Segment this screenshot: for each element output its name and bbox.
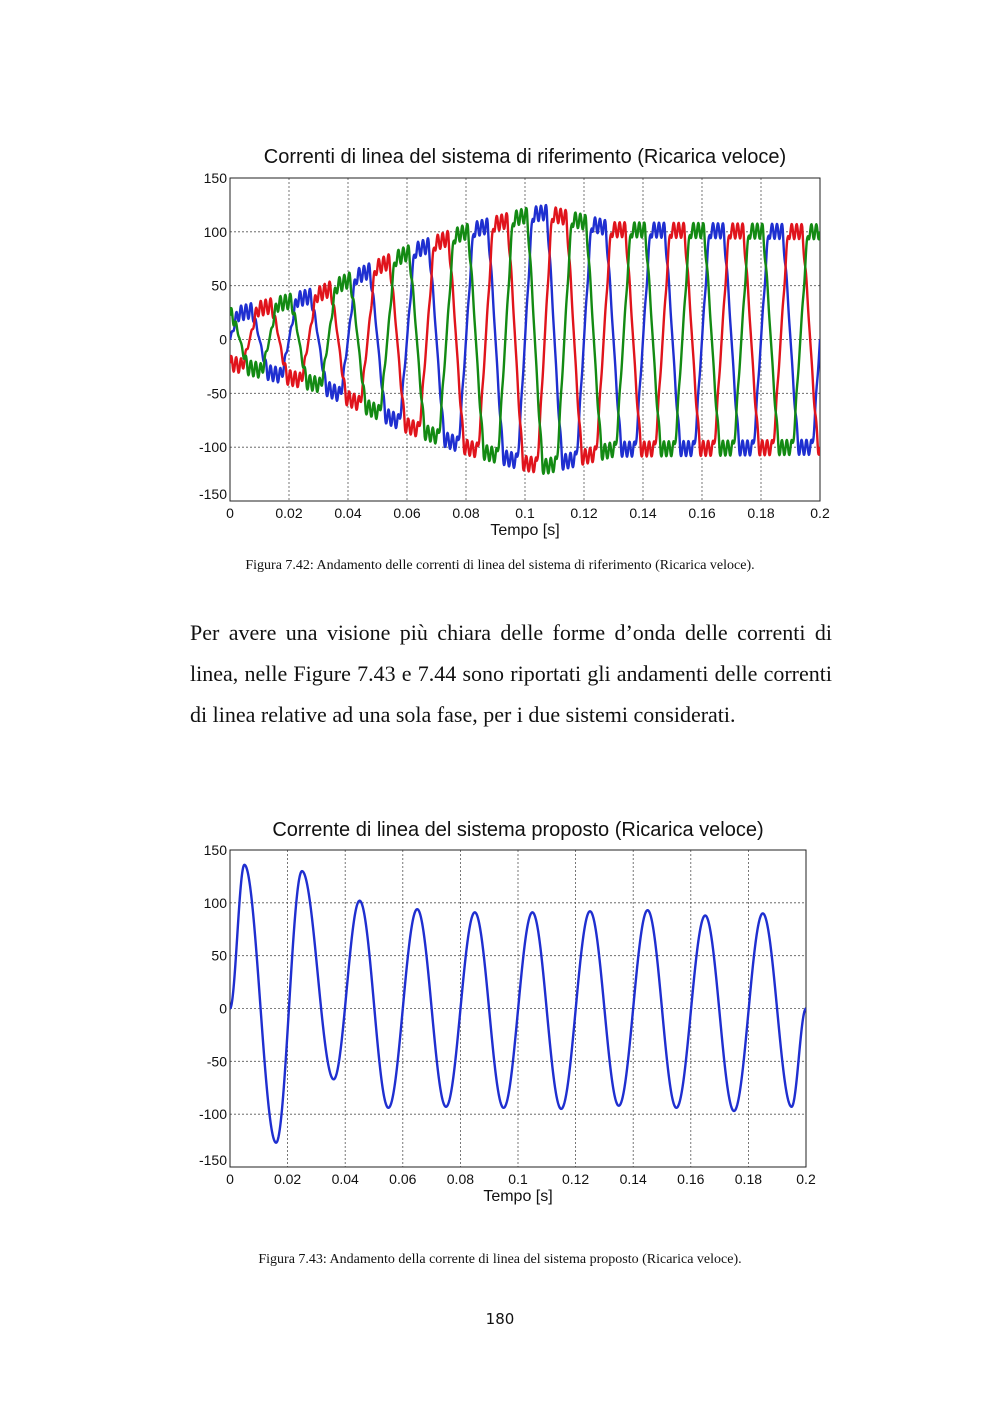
y-tick-label: 50 — [211, 277, 227, 294]
x-tick-label: 0.04 — [331, 1171, 359, 1187]
page-number: 180 — [485, 1310, 515, 1328]
y-tick-label: -50 — [206, 385, 227, 402]
figure-7-42 — [180, 135, 840, 545]
y-tick-label: -100 — [198, 1106, 227, 1123]
x-tick-label: 0.02 — [273, 1171, 302, 1187]
x-tick-label: 0.16 — [677, 1171, 705, 1187]
body-paragraph: Per avere una visione più chiara delle forme d’onda delle correnti di linea, nelle Figure 7.43 e 7.44 sono riportati gli andamenti delle correnti di linea relative ad una sola fase, per i due sistemi considerati. — [190, 620, 832, 727]
x-tick-label: 0.06 — [393, 505, 421, 521]
figure-7-42-caption: Figura 7.42: Andamento delle correnti di linea del sistema di riferimento (Ricarica veloce). — [245, 558, 755, 573]
chart-single-phase-current — [180, 808, 840, 1218]
x-tick-label: 0.12 — [561, 1171, 590, 1187]
y-tick-label: 0 — [219, 331, 227, 348]
chart-three-phase-currents — [180, 135, 840, 545]
x-tick-label: 0.04 — [334, 505, 362, 521]
figure-7-43-caption: Figura 7.43: Andamento della corrente di linea del sistema proposto (Ricarica veloce). — [258, 1252, 742, 1267]
y-tick-label: -50 — [206, 1053, 227, 1070]
x-tick-label: 0.18 — [747, 505, 775, 521]
y-tick-label: 0 — [219, 1000, 227, 1017]
x-tick-label: 0.06 — [389, 1171, 417, 1187]
y-tick-label: -150 — [198, 1152, 227, 1168]
x-tick-label: 0.08 — [452, 505, 480, 521]
x-axis-label: Tempo [s] — [483, 1188, 553, 1205]
x-tick-label: 0 — [226, 1171, 234, 1187]
y-tick-label: -100 — [198, 439, 227, 456]
figure-7-43 — [180, 808, 840, 1218]
x-tick-label: 0.18 — [734, 1171, 763, 1187]
chart-title: Correnti di linea del sistema di riferimento (Ricarica veloce) — [263, 146, 787, 168]
x-tick-label: 0 — [226, 505, 234, 521]
y-tick-label: 150 — [203, 170, 227, 186]
x-tick-label: 0.16 — [688, 505, 716, 521]
y-tick-label: 100 — [203, 894, 227, 911]
x-tick-label: 0.2 — [810, 505, 830, 521]
chart-title: Corrente di linea del sistema proposto (Ricarica veloce) — [272, 819, 764, 841]
x-tick-label: 0.14 — [619, 1171, 647, 1187]
x-tick-label: 0.1 — [515, 505, 535, 521]
x-tick-label: 0.14 — [629, 505, 657, 521]
y-tick-label: -150 — [198, 486, 227, 502]
x-tick-label: 0.02 — [275, 505, 303, 521]
y-tick-label: 150 — [203, 842, 227, 858]
x-tick-label: 0.08 — [446, 1171, 475, 1187]
y-tick-label: 50 — [211, 947, 227, 964]
x-tick-label: 0.2 — [796, 1171, 816, 1187]
y-tick-label: 100 — [203, 223, 227, 240]
x-axis-label: Tempo [s] — [490, 522, 560, 539]
x-tick-label: 0.12 — [570, 505, 598, 521]
x-tick-label: 0.1 — [508, 1171, 528, 1187]
